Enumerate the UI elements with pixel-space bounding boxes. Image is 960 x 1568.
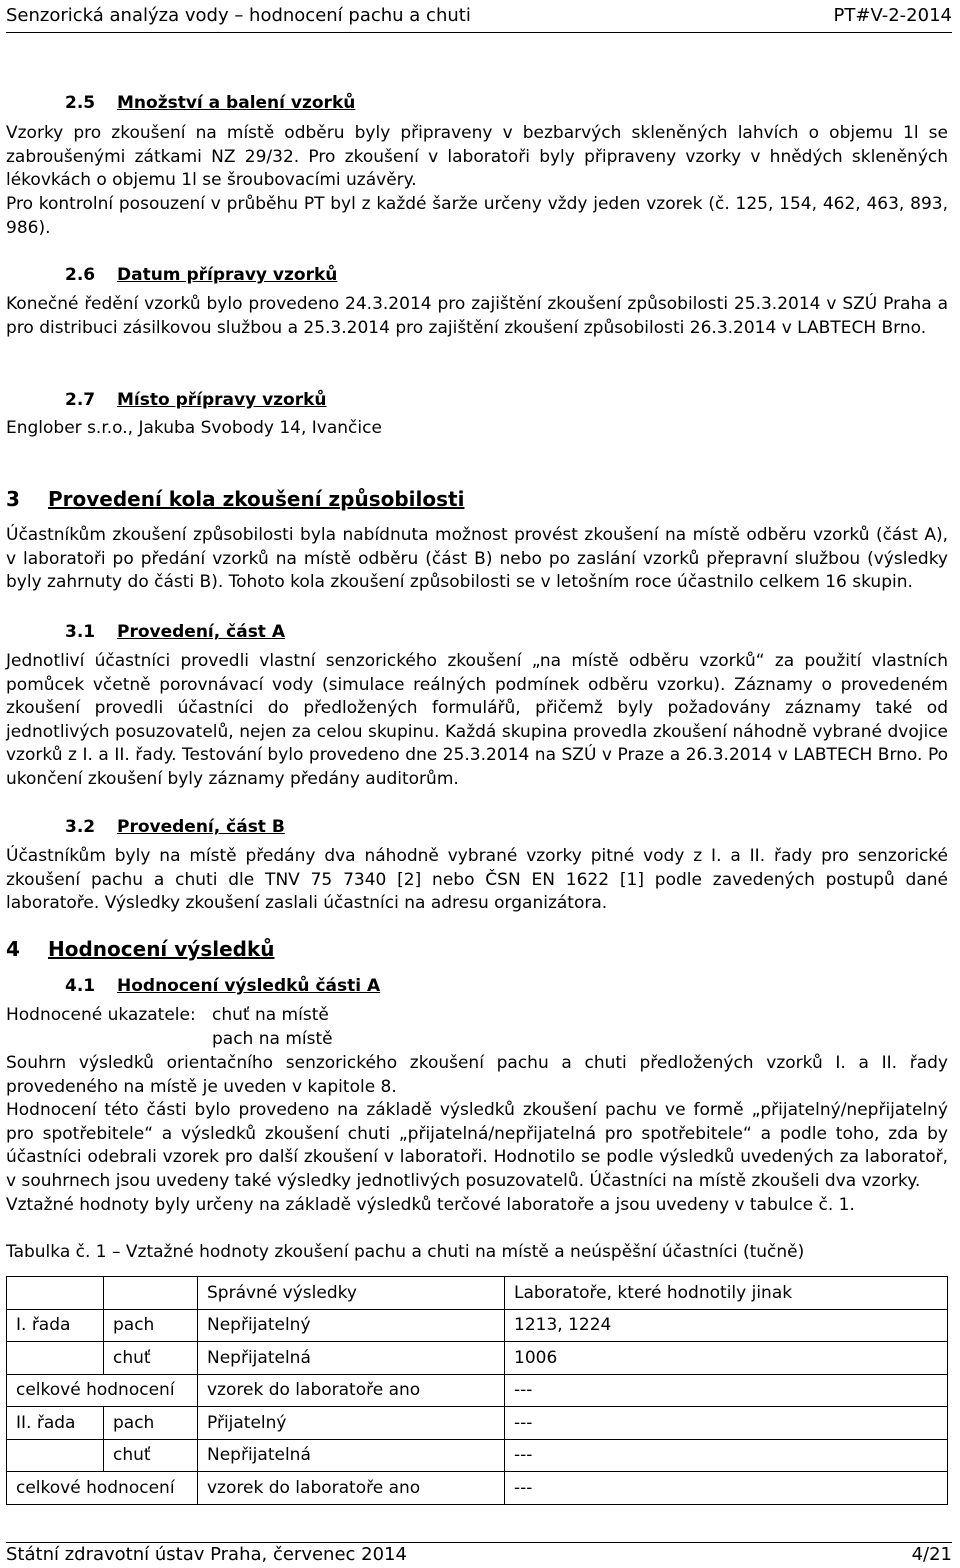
table-cell: Nepřijatelný bbox=[198, 1309, 505, 1342]
section-heading-2-6: 2.6 Datum přípravy vzorků bbox=[65, 265, 338, 285]
table-cell: vzorek do laboratoře ano bbox=[198, 1472, 505, 1505]
section-heading-3: 3 Provedení kola zkoušení způsobilosti bbox=[6, 487, 465, 511]
page-footer bbox=[6, 1544, 952, 1565]
section-heading-4-1: 4.1 Hodnocení výsledků části A bbox=[65, 976, 381, 996]
table-cell: celkové hodnocení bbox=[7, 1472, 198, 1505]
table-cell: II. řada bbox=[7, 1407, 104, 1440]
paragraph: Účastníkům zkoušení způsobilosti byla nabídnuta možnost provést zkoušení na místě odběru vzorků (část A), v laboratoři po předání vzorků na místě odběru (část B) nebo po zaslání vzorků přepravní službou (výsledky byly zahrnuty do části B). Tohoto kola zkoušení způsobilosti se v letošním roce účastnilo celkem 16 skupin. bbox=[6, 525, 948, 592]
indicators-line-1 bbox=[6, 1004, 948, 1028]
table-cell: 1213, 1224 bbox=[505, 1309, 948, 1342]
footer-rule bbox=[6, 1542, 952, 1543]
table-cell: I. řada bbox=[7, 1309, 104, 1342]
paragraph: Englober s.r.o., Jakuba Svobody 14, Ivančice bbox=[6, 418, 382, 438]
indicators-line-2 bbox=[6, 1028, 948, 1052]
table-cell: pach bbox=[104, 1407, 198, 1440]
table-cell: pach bbox=[104, 1309, 198, 1342]
table-header-cell: Správné výsledky bbox=[198, 1277, 505, 1310]
paragraph: Vztažné hodnoty byly určeny na základě výsledků terčové laboratoře a jsou uvedeny v tabulce č. 1. bbox=[6, 1195, 855, 1215]
reference-values-table bbox=[6, 1276, 948, 1505]
table-cell: --- bbox=[505, 1472, 948, 1505]
table-row bbox=[7, 1309, 948, 1342]
table-header-row bbox=[7, 1277, 948, 1310]
section-heading-4: 4 Hodnocení výsledků bbox=[6, 937, 275, 961]
table-cell bbox=[7, 1439, 104, 1472]
table-cell: --- bbox=[505, 1407, 948, 1440]
section-heading-3-2: 3.2 Provedení, část B bbox=[65, 817, 285, 837]
section-heading-2-5: 2.5 Množství a balení vzorků bbox=[65, 93, 356, 113]
table-caption: Tabulka č. 1 – Vztažné hodnoty zkoušení pachu a chuti na místě a neúspěšní účastníci (tučně) bbox=[6, 1242, 805, 1262]
table-cell: celkové hodnocení bbox=[7, 1374, 198, 1407]
table-cell: Přijatelný bbox=[198, 1407, 505, 1440]
table-cell: 1006 bbox=[505, 1342, 948, 1375]
table-row bbox=[7, 1374, 948, 1407]
paragraph: Jednotliví účastníci provedli vlastní senzorického zkoušení „na místě odběru vzorků“ za použití vlastních pomůcek včetně porovnávací vody (simulace reálných podmínek odběru vzorku). Záznamy o provedeném zkoušení provedli účastníci do předložených formulářů, přičemž byly požadovány záznamy také od jednotlivých posuzovatelů, nejen za celou skupinu. Každá skupina provedla zkoušení náhodně vybrané dvojice vzorků z I. a II. řady. Testování bylo provedeno dne 25.3.2014 na SZÚ v Praze a 26.3.2014 v LABTECH Brno. Po ukončení zkoušení byly záznamy předány auditorům. bbox=[6, 651, 948, 789]
paragraph: Pro kontrolní posouzení v průběhu PT byl z každé šarže určeny vždy jeden vzorek (č. 125, 154, 462, 463, 893, 986). bbox=[6, 194, 948, 238]
table-row bbox=[7, 1472, 948, 1505]
table-row bbox=[7, 1407, 948, 1440]
paragraph: Vzorky pro zkoušení na místě odběru byly připraveny v bezbarvých skleněných lahvích o objemu 1l se zabroušenými zátkami NZ 29/32. Pro zkoušení v laboratoři byly připraveny vzorky v hnědých skleněných lékovkách o objemu 1l se šroubovacími uzávěry. bbox=[6, 123, 948, 190]
page-number: 4/21 bbox=[911, 1544, 952, 1565]
paragraph: Hodnocení této části bylo provedeno na základě výsledků zkoušení pachu ve formě „přijatelný/nepřijatelný pro spotřebitele“ a výsledků zkoušení chuti „přijatelná/nepřijatelná pro spotřebitele“ a podle toho, zda by účastníci odebrali vzorek pro další zkoušení v laboratoři. Hodnotilo se podle výsledků uvedených za laboratoř, v souhrnech jsou uvedeny také výsledky jednotlivých posuzovatelů. Účastníci na místě zkoušeli dva vzorky. bbox=[6, 1100, 948, 1191]
header-title: Senzorická analýza vody – hodnocení pachu a chuti bbox=[6, 4, 471, 26]
header-rule bbox=[6, 32, 952, 33]
table-cell bbox=[7, 1277, 104, 1310]
table-cell: Nepřijatelná bbox=[198, 1439, 505, 1472]
paragraph: Účastníkům byly na místě předány dva náhodně vybrané vzorky pitné vody z I. a II. řady pro senzorické zkoušení pachu a chuti dle TNV 75 7340 [2] nebo ČSN EN 1622 [1] podle zavedených postupů dané laboratoře. Výsledky zkoušení zaslali účastníci na adresu organizátora. bbox=[6, 846, 948, 913]
section-heading-2-7: 2.7 Místo přípravy vzorků bbox=[65, 390, 327, 410]
table-row bbox=[7, 1342, 948, 1375]
table-cell: Nepřijatelná bbox=[198, 1342, 505, 1375]
paragraph: Konečné ředění vzorků bylo provedeno 24.3.2014 pro zajištění zkoušení způsobilosti 25.3.2014 v SZÚ Praha a pro distribuci zásilkovou službou a 25.3.2014 pro zajištění zkoušení způsobilosti 26.3.2014 v LABTECH Brno. bbox=[6, 294, 948, 338]
table-cell bbox=[7, 1342, 104, 1375]
table-cell: chuť bbox=[104, 1342, 198, 1375]
section-heading-3-1: 3.1 Provedení, část A bbox=[65, 622, 286, 642]
table-row bbox=[7, 1439, 948, 1472]
footer-institution: Státní zdravotní ústav Praha, červenec 2014 bbox=[6, 1544, 407, 1565]
table-header-cell: Laboratoře, které hodnotily jinak bbox=[505, 1277, 948, 1310]
table-cell bbox=[104, 1277, 198, 1310]
table-cell: --- bbox=[505, 1439, 948, 1472]
paragraph: Souhrn výsledků orientačního senzorického zkoušení pachu a chuti předložených vzorků I. a II. řady provedeného na místě je uveden v kapitole 8. bbox=[6, 1053, 948, 1097]
table-cell: vzorek do laboratoře ano bbox=[198, 1374, 505, 1407]
indicator-item: chuť na místě bbox=[212, 1005, 329, 1025]
header-doc-id: PT#V-2-2014 bbox=[833, 4, 952, 26]
indicators-label: Hodnocené ukazatele: bbox=[6, 1005, 196, 1025]
page-header bbox=[6, 0, 952, 30]
indicator-item: pach na místě bbox=[212, 1029, 333, 1049]
table-cell: --- bbox=[505, 1374, 948, 1407]
table-cell: chuť bbox=[104, 1439, 198, 1472]
